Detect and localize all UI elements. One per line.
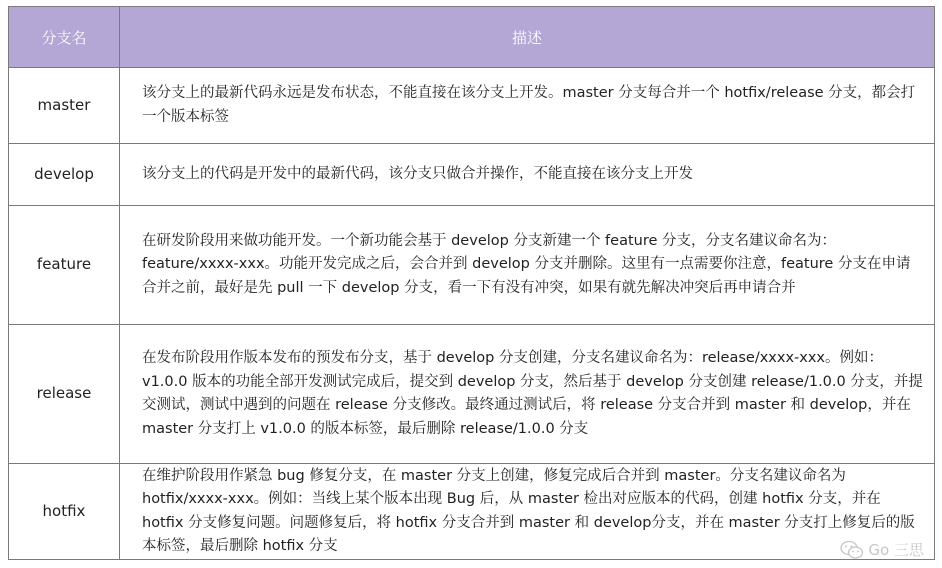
branch-description-cell: 该分支上的代码是开发中的最新代码，该分支只做合并操作，不能直接在该分支上开发	[120, 144, 935, 206]
branch-description-cell: 在发布阶段用作版本发布的预发布分支，基于 develop 分支创建，分支名建议命名为：release/xxxx-xxx。例如：v1.0.0 版本的功能全部开发测试完成后，提交到 develop 分支，然后基于 develop 分支创建 release/1.0.0 分支，并提交测试，测试中遇到的问题在 release 分支修改。最终通过测试后，将 release 分支合并到 master 和 develop，并在 master 分支打上 v1.0.0 的版本标签，最后删除 release/1.0.0 分支	[120, 325, 935, 464]
branch-description-cell: 在维护阶段用作紧急 bug 修复分支，在 master 分支上创建，修复完成后合并到 master。分支名建议命名为hotfix/xxxx-xxx。例如：当线上某个版本出现 Bug 后，从 master 检出对应版本的代码，创建 hotfix 分支，并在 hotfix 分支修复问题。问题修复后，将 hotfix 分支合并到 master 和 develop分支，并在 master 分支打上修复后的版本标签，最后删除 hotfix 分支	[120, 464, 935, 560]
branch-description-cell: 在研发阶段用来做功能开发。一个新功能会基于 develop 分支新建一个 feature 分支，分支名建议命名为：feature/xxxx-xxx。功能开发完成之后，会合并到 develop 分支并删除。这里有一点需要你注意，feature 分支在申请合并之前，最好是先 pull 一下 develop 分支，看一下有没有冲突，如果有就先解决冲突后再申请合并	[120, 206, 935, 325]
wechat-icon	[840, 540, 864, 560]
table-row	[9, 325, 935, 464]
branch-name-cell: hotfix	[9, 464, 120, 560]
branch-name-cell: master	[9, 68, 120, 144]
table-row	[9, 144, 935, 206]
watermark	[840, 539, 924, 560]
table-row	[9, 68, 935, 144]
header-branch-name: 分支名	[9, 7, 120, 68]
table-row	[9, 206, 935, 325]
branch-name-cell: release	[9, 325, 120, 464]
header-description: 描述	[120, 7, 935, 68]
branch-name-cell: feature	[9, 206, 120, 325]
branch-description-cell: 该分支上的最新代码永远是发布状态，不能直接在该分支上开发。master 分支每合并一个 hotfix/release 分支，都会打一个版本标签	[120, 68, 935, 144]
table-row	[9, 464, 935, 560]
table-header-row	[9, 7, 935, 68]
branch-name-cell: develop	[9, 144, 120, 206]
branch-table-container	[8, 6, 934, 560]
watermark-text: Go 三思	[868, 541, 924, 559]
branch-table	[8, 6, 935, 560]
